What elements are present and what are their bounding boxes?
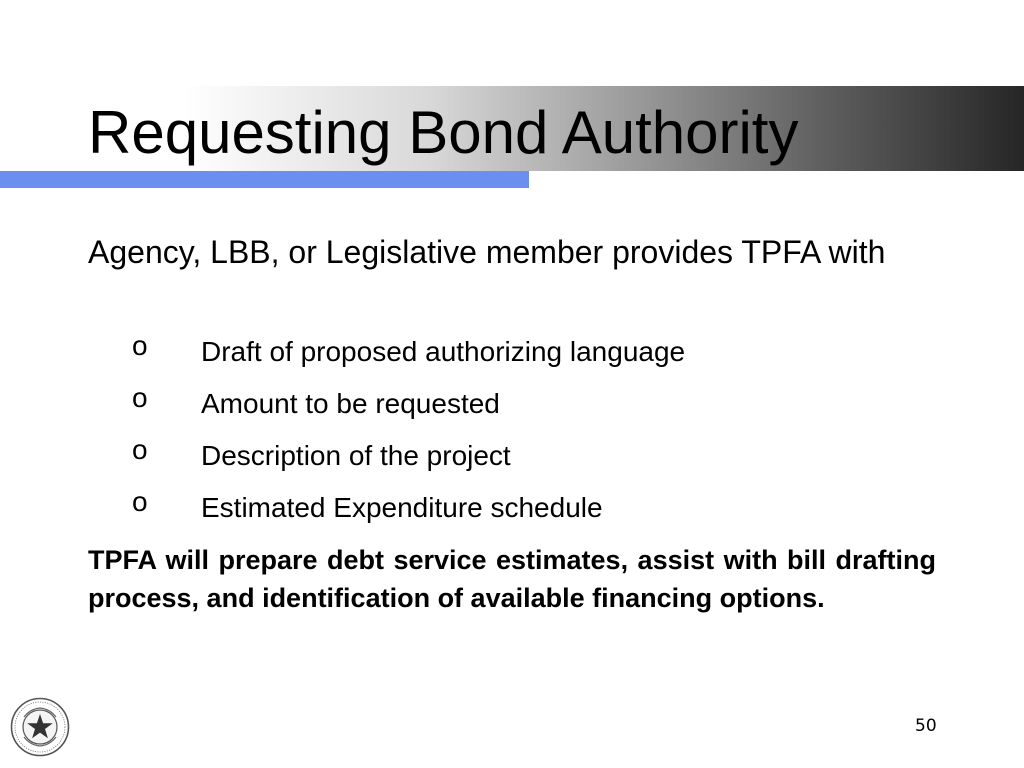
state-seal-icon (10, 697, 70, 757)
tpfa-note: TPFA will prepare debt service estimates, assist with bill drafting process, and identification of available financing options. (88, 545, 936, 613)
slide-title: Requesting Bond Authority (88, 99, 799, 166)
page-number: 50 (915, 716, 937, 736)
list-item-text: Amount to be requested (201, 388, 500, 419)
bullet-icon: o (132, 330, 148, 361)
list-item-text: Estimated Expenditure schedule (201, 492, 603, 523)
bullet-icon: o (132, 382, 148, 413)
list-item-text: Description of the project (201, 440, 511, 471)
accent-bar (0, 171, 529, 188)
lead-text: Agency, LBB, or Legislative member provides TPFA with (88, 234, 886, 270)
list-item-text: Draft of proposed authorizing language (201, 336, 686, 367)
bullet-icon: o (132, 486, 148, 517)
bullet-icon: o (132, 434, 148, 465)
